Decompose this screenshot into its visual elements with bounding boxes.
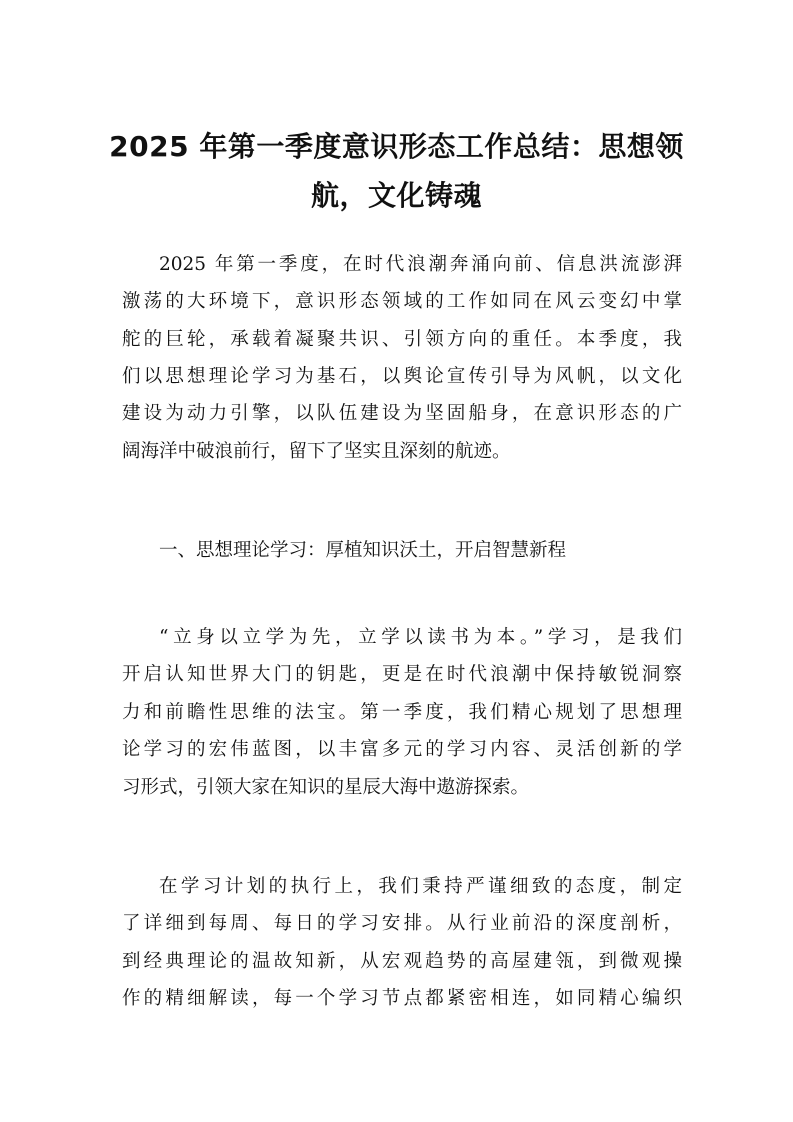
para2-line-3: 力和前瞻性思维的法宝。第一季度，我们精心规划了思想理: [122, 702, 682, 723]
title-line-2: 航，文化铸魂: [310, 179, 482, 212]
intro-line-1: 2025 年第一季度，在时代浪潮奔涌向前、信息洪流澎湃: [159, 254, 682, 275]
para2-line-5: 习形式，引领大家在知识的星辰大海中遨游探索。: [122, 777, 530, 798]
para2-line-1: “立身以立学为先，立学以读书为本。”学习，是我们: [159, 627, 682, 648]
intro-line-6: 阔海洋中破浪前行，留下了坚实且深刻的航迹。: [122, 441, 511, 462]
para2-line-4: 论学习的宏伟蓝图，以丰富多元的学习内容、灵活创新的学: [122, 739, 682, 760]
intro-line-2: 激荡的大环境下，意识形态领域的工作如同在风云变幻中掌: [122, 291, 682, 312]
document-title: [100, 122, 693, 220]
para2-line-2: 开启认知世界大门的钥匙，更是在时代浪潮中保持敏锐洞察: [122, 664, 682, 685]
para3-line-3: 到经典理论的温故知新，从宏观趋势的高屋建瓴，到微观操: [122, 951, 682, 972]
intro-line-5: 建设为动力引擎，以队伍建设为坚固船身，在意识形态的广: [122, 403, 682, 424]
intro-line-3: 舵的巨轮，承载着凝聚共识、引领方向的重任。本季度，我: [122, 329, 682, 350]
para3-line-4: 作的精细解读，每一个学习节点都紧密相连，如同精心编织: [122, 988, 682, 1009]
intro-line-4: 们以思想理论学习为基石，以舆论宣传引导为风帆，以文化: [122, 366, 682, 387]
para3-line-1: 在学习计划的执行上，我们秉持严谨细致的态度，制定: [159, 876, 682, 897]
title-line-1: 2025 年第一季度意识形态工作总结：思想领: [109, 130, 684, 163]
para3-line-2: 了详细到每周、每日的学习安排。从行业前沿的深度剖析，: [122, 913, 682, 934]
section-heading: 一、思想理论学习：厚植知识沃土，开启智慧新程: [159, 540, 567, 561]
